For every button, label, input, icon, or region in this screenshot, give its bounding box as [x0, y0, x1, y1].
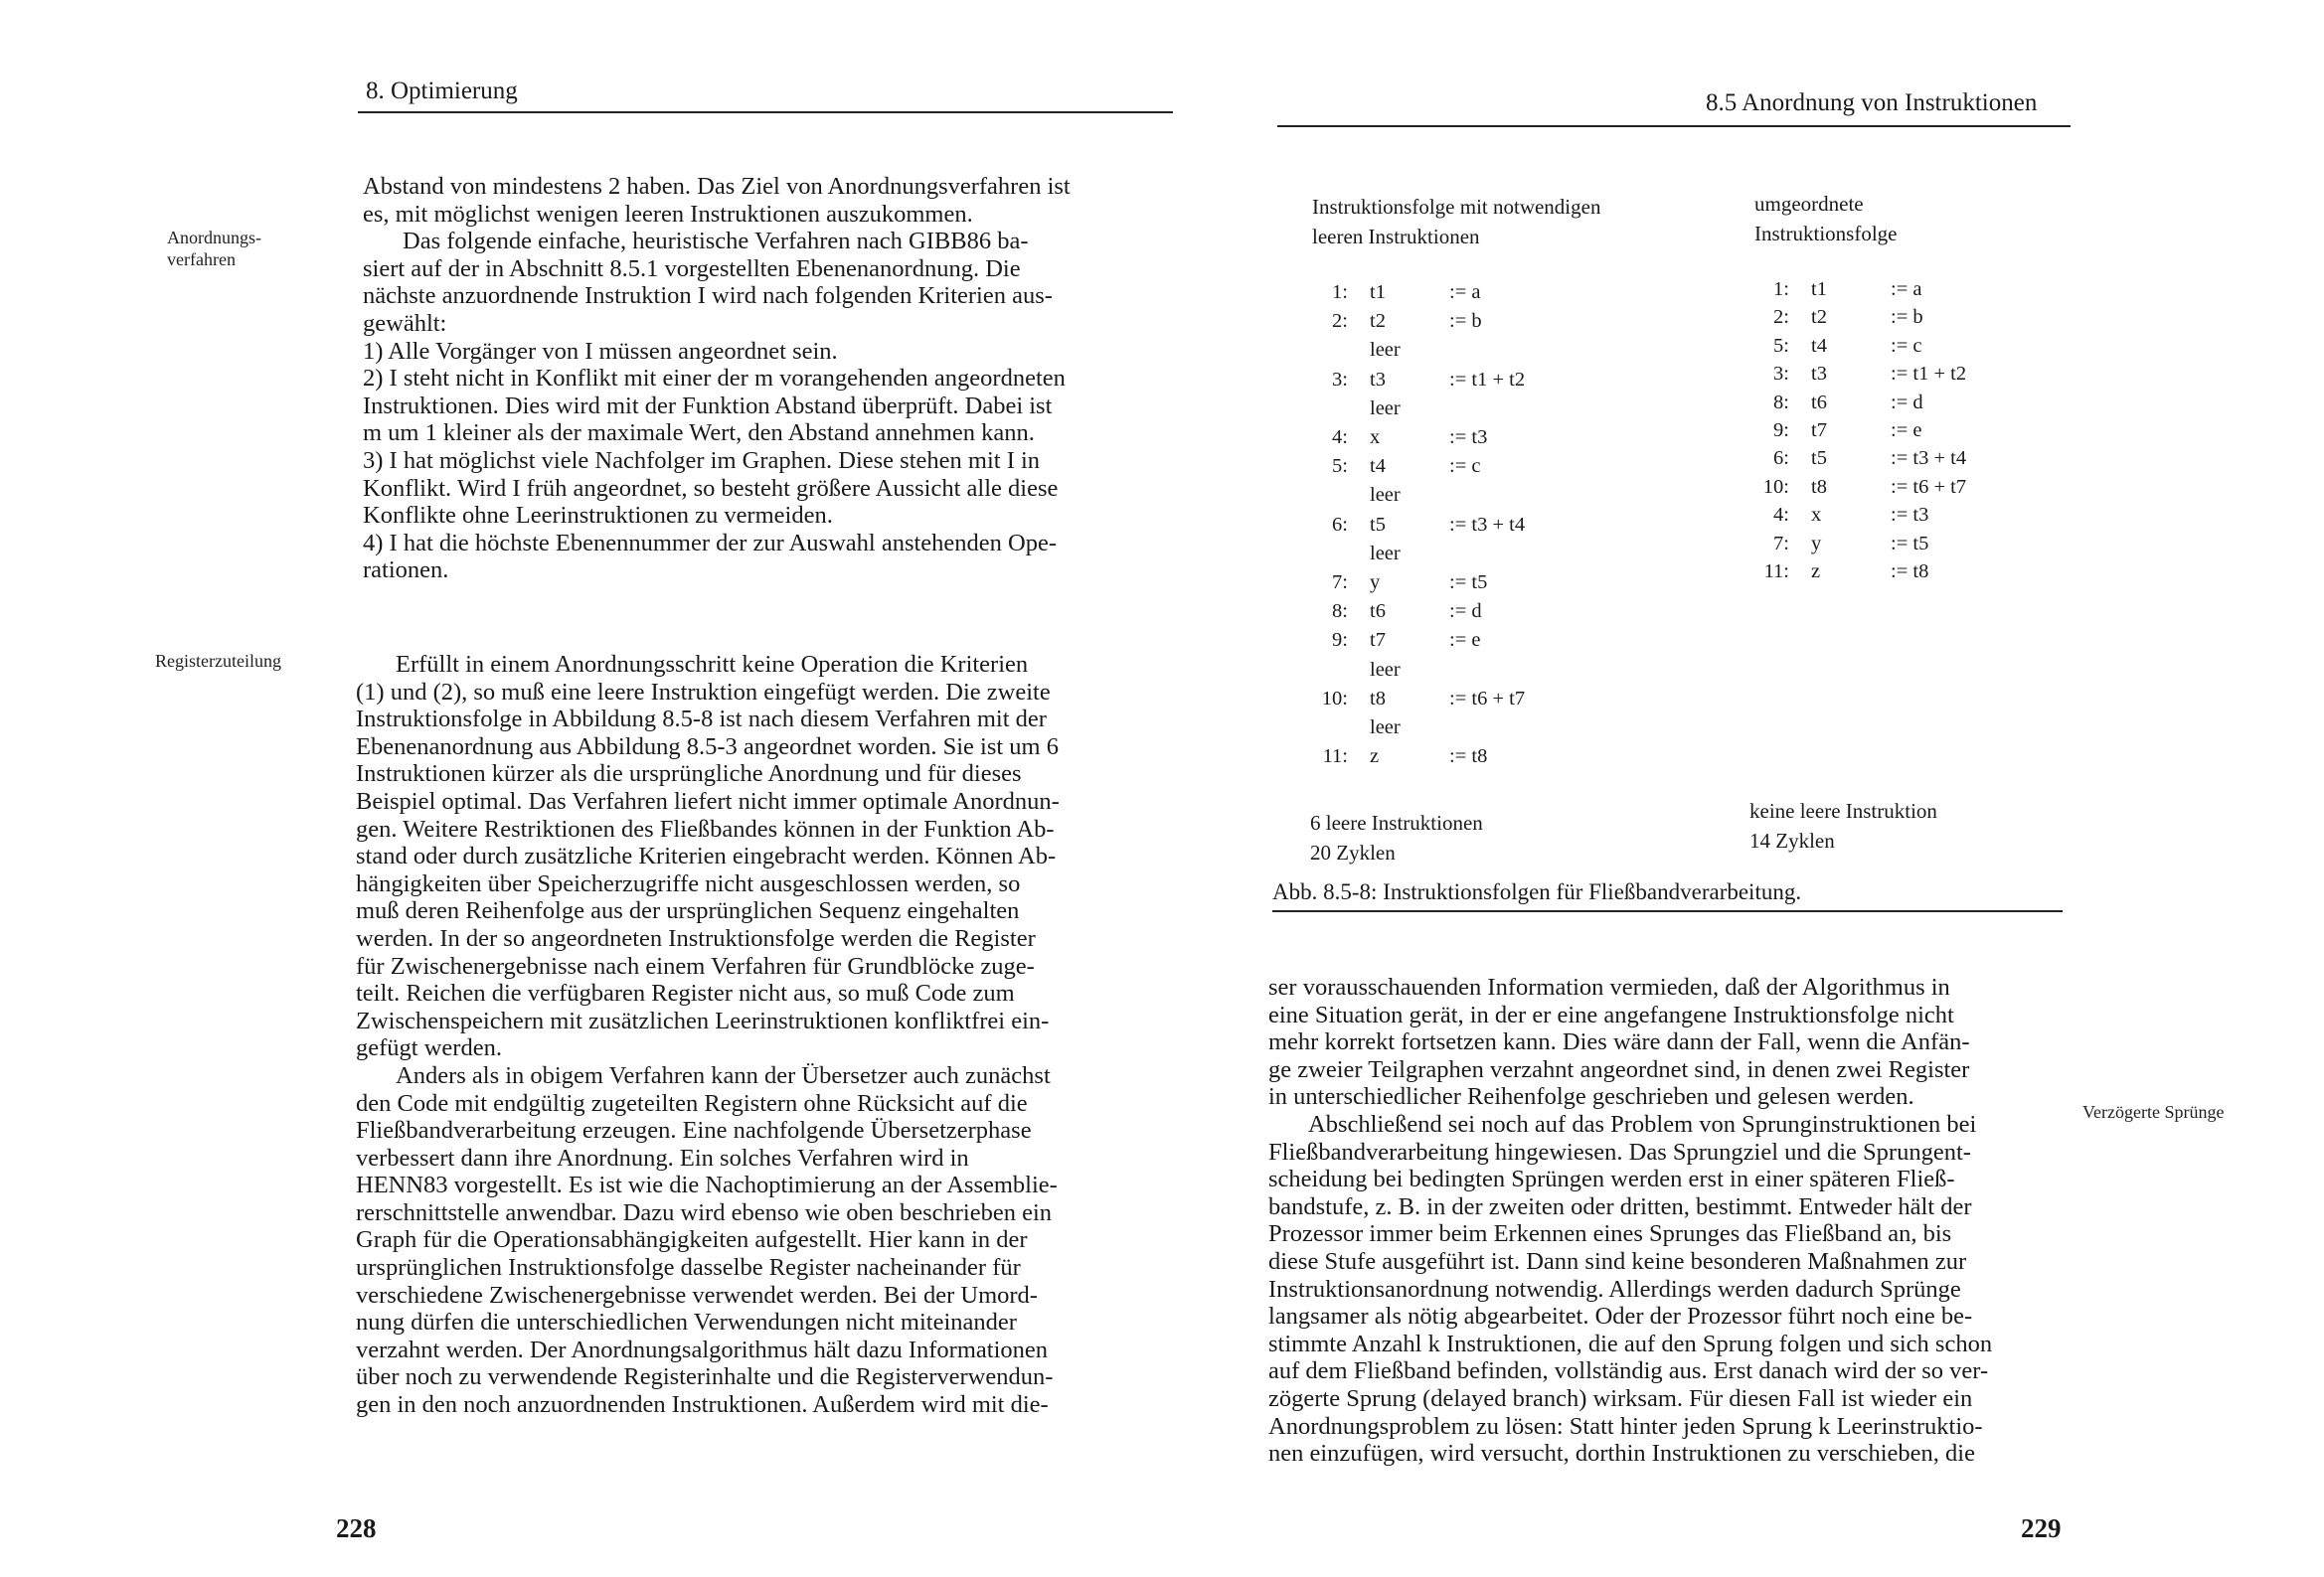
text-line: m um 1 kleiner als der maximale Wert, den Abstand annehmen kann. [363, 419, 1035, 447]
instruction-target: t4 [1811, 334, 1827, 357]
text-line: Instruktionen kürzer als die ursprüngliche Anordnung und für dieses [356, 760, 1022, 788]
table-left-footer [1310, 808, 1483, 867]
instruction-index: 6: [1773, 447, 1789, 470]
instruction-target: t8 [1370, 687, 1386, 710]
instruction-expr: := a [1449, 281, 1481, 303]
text-line: scheidung bei bedingten Sprüngen werden erst in einer späteren Fließ- [1268, 1166, 1955, 1193]
instruction-target: leer [1370, 339, 1401, 362]
text-line: eine Situation gerät, in der er eine angefangene Instruktionsfolge nicht [1268, 1001, 1954, 1028]
instruction-index: 6: [1332, 513, 1348, 536]
instruction-target: leer [1370, 396, 1401, 419]
table-right-heading-line: Instruktionsfolge [1754, 222, 1898, 245]
table-right-heading-line: umgeordnete [1754, 192, 1864, 216]
text-line: stimmte Anzahl k Instruktionen, die auf den Sprung folgen und sich schon [1268, 1330, 1993, 1357]
instruction-target: y [1811, 532, 1822, 554]
caption-rule [1272, 910, 2063, 912]
running-head-right: 8.5 Anordnung von Instruktionen [1706, 89, 2038, 116]
margin-note-verzoegerte-spruenge: Verzögerte Sprünge [2082, 1102, 2225, 1122]
text-line: verbessert dann ihre Anordnung. Ein solches Verfahren wird in [356, 1144, 969, 1172]
header-rule-right [1277, 125, 2071, 127]
instruction-index: 9: [1773, 419, 1789, 441]
instruction-index: 4: [1773, 504, 1789, 527]
instruction-index: 8: [1773, 391, 1789, 413]
text-line: Prozessor immer beim Erkennen eines Sprunges das Fließband an, bis [1268, 1220, 1952, 1248]
instruction-index: 7: [1332, 571, 1348, 593]
margin-note-line: verfahren [167, 249, 236, 269]
instruction-target: t5 [1370, 513, 1386, 536]
text-line: nen einzufügen, wird versucht, dorthin Instruktionen zu verschieben, die [1268, 1440, 1975, 1468]
instruction-index: 10: [1762, 475, 1789, 498]
instruction-target: leer [1370, 542, 1401, 564]
instruction-target: t1 [1370, 281, 1386, 303]
text-line: 4) I hat die höchste Ebenennummer der zur Auswahl anstehenden Ope- [363, 529, 1058, 556]
text-line: gefügt werden. [356, 1034, 502, 1062]
instruction-expr: := t1 + t2 [1449, 368, 1526, 391]
text-line: teilt. Reichen die verfügbaren Register nicht aus, so muß Code zum [356, 980, 1015, 1008]
instruction-expr: := e [1449, 629, 1481, 652]
text-line: nächste anzuordnende Instruktion I wird nach folgenden Kriterien aus- [363, 282, 1053, 310]
instruction-index: 5: [1332, 455, 1348, 478]
instruction-target: z [1370, 745, 1380, 768]
text-line: ser vorausschauenden Information vermieden, daß der Algorithmus in [1268, 974, 1950, 1001]
text-line: verschiedene Zwischenergebnisse verwendet werden. Bei der Umord- [356, 1281, 1038, 1309]
header-rule-left [358, 111, 1173, 113]
instruction-expr: := t6 + t7 [1449, 687, 1526, 710]
text-line: verzahnt werden. Der Anordnungsalgorithmus hält dazu Informationen [356, 1336, 1049, 1363]
instruction-expr: := t3 [1449, 426, 1488, 448]
instruction-index: 8: [1332, 600, 1348, 623]
text-line: rationen. [363, 556, 449, 584]
instruction-index: 2: [1332, 310, 1348, 333]
text-line: es, mit möglichst wenigen leeren Instruktionen auszukommen. [363, 200, 973, 228]
text-line: Erfüllt in einem Anordnungsschritt keine Operation die Kriterien [396, 651, 1029, 678]
text-line: über noch zu verwendende Registerinhalte und die Registerverwendun- [356, 1363, 1054, 1391]
page-number-left: 228 [336, 1513, 377, 1543]
instruction-target: t1 [1811, 278, 1827, 300]
text-line: Instruktionsfolge in Abbildung 8.5-8 ist nach diesem Verfahren mit der [356, 706, 1047, 733]
text-line: Abstand von mindestens 2 haben. Das Ziel von Anordnungsverfahren ist [363, 173, 1071, 200]
instruction-target: x [1811, 504, 1822, 527]
text-line: Instruktionsanordnung notwendig. Allerdings werden dadurch Sprünge [1268, 1275, 1961, 1303]
instruction-target: leer [1370, 716, 1401, 738]
text-line: werden. In der so angeordneten Instruktionsfolge werden die Register [356, 924, 1036, 952]
text-line: Instruktionen. Dies wird mit der Funktion Abstand überprüft. Dabei ist [363, 392, 1053, 419]
text-line: zögerte Sprung (delayed branch) wirksam. Für diesen Fall ist wieder ein [1268, 1384, 1973, 1412]
text-line: Fließbandverarbeitung hingewiesen. Das Sprungziel und die Sprungent- [1268, 1138, 1971, 1166]
instruction-expr: := t5 [1449, 571, 1488, 593]
table-left-footer-line: 6 leere Instruktionen [1310, 811, 1483, 835]
text-line: mehr korrekt fortsetzen kann. Dies wäre dann der Fall, wenn die Anfän- [1268, 1028, 1970, 1056]
instruction-expr: := t8 [1449, 745, 1488, 768]
instruction-target: t4 [1370, 455, 1386, 478]
table-right-footer-line: 14 Zyklen [1749, 829, 1835, 853]
text-line: 3) I hat möglichst viele Nachfolger im Graphen. Diese stehen mit I in [363, 446, 1041, 474]
instruction-target: t6 [1811, 391, 1827, 413]
running-head-left: 8. Optimierung [366, 78, 518, 104]
text-line: rerschnittstelle anwendbar. Dazu wird ebenso wie oben beschrieben ein [356, 1198, 1053, 1226]
text-line: siert auf der in Abschnitt 8.5.1 vorgestellten Ebenenanordnung. Die [363, 254, 1021, 282]
table-left-heading-line: leeren Instruktionen [1312, 225, 1480, 248]
text-line: Graph für die Operationsabhängigkeiten aufgestellt. Hier kann in der [356, 1226, 1028, 1254]
text-line: Beispiel optimal. Das Verfahren liefert nicht immer optimale Anordnun- [356, 787, 1060, 815]
page-number-right: 229 [2021, 1513, 2062, 1543]
instruction-target: t7 [1370, 629, 1386, 652]
text-line: 1) Alle Vorgänger von I müssen angeordnet sein. [363, 337, 838, 365]
instruction-index: 4: [1332, 426, 1348, 448]
instruction-expr: := c [1891, 334, 1922, 357]
table-left-instructions [1310, 281, 1608, 778]
figure-caption: Abb. 8.5-8: Instruktionsfolgen für Fließbandverarbeitung. [1272, 879, 1802, 904]
instruction-expr: := t6 + t7 [1891, 475, 1967, 498]
instruction-target: t5 [1811, 447, 1827, 470]
left-text-block-2 [356, 651, 1166, 1419]
text-line: Anders als in obigem Verfahren kann der Übersetzer auch zunächst [396, 1061, 1051, 1089]
left-text-block-1 [363, 173, 1173, 584]
text-line: Konflikt. Wird I früh angeordnet, so besteht größere Aussicht alle diese [363, 474, 1059, 502]
text-line: Ebenenanordnung aus Abbildung 8.5-3 angeordnet worden. Sie ist um 6 [356, 732, 1059, 760]
instruction-expr: := b [1891, 306, 1923, 329]
margin-note-anordnungsverfahren [167, 227, 316, 270]
text-line: gewählt: [363, 309, 447, 337]
instruction-expr: := d [1891, 391, 1923, 413]
text-line: gen in den noch anzuordnenden Instruktionen. Außerdem wird mit die- [356, 1391, 1049, 1419]
instruction-target: leer [1370, 484, 1401, 507]
instruction-target: t6 [1370, 600, 1386, 623]
table-right-footer-line: keine leere Instruktion [1749, 799, 1937, 823]
text-line: Abschließend sei noch auf das Problem von Sprunginstruktionen bei [1308, 1110, 1977, 1138]
instruction-expr: := t8 [1891, 560, 1929, 582]
table-left-footer-line: 20 Zyklen [1310, 841, 1396, 865]
instruction-expr: := c [1449, 455, 1481, 478]
table-left-heading [1312, 192, 1600, 251]
margin-note-registerzuteilung [155, 650, 281, 672]
table-right-footer [1749, 796, 1937, 856]
margin-note-registerzuteilung-text: Registerzuteilung [155, 651, 281, 671]
instruction-target: y [1370, 571, 1381, 593]
instruction-expr: := a [1891, 278, 1922, 300]
instruction-expr: := d [1449, 600, 1482, 623]
instruction-target: x [1370, 426, 1381, 448]
table-left-heading-line: Instruktionsfolge mit notwendigen [1312, 195, 1601, 219]
text-line: hängigkeiten über Speicherzugriffe nicht ausgeschlossen werden, so [356, 869, 1021, 897]
text-line: Das folgende einfache, heuristische Verfahren nach GIBB86 ba- [403, 228, 1029, 255]
instruction-expr: := t3 [1891, 504, 1929, 527]
text-line: gen. Weitere Restriktionen des Fließbandes können in der Funktion Ab- [356, 815, 1055, 843]
text-line: nung dürfen die unterschiedlichen Verwendungen nicht miteinander [356, 1309, 1017, 1337]
instruction-expr: := t3 + t4 [1449, 513, 1526, 536]
instruction-index: 1: [1773, 278, 1789, 300]
instruction-target: t3 [1370, 368, 1386, 391]
instruction-target: t2 [1811, 306, 1827, 329]
instruction-expr: := t1 + t2 [1891, 363, 1967, 386]
text-line: Zwischenspeichern mit zusätzlichen Leerinstruktionen konfliktfrei ein- [356, 1007, 1050, 1034]
instruction-expr: := t3 + t4 [1891, 447, 1967, 470]
text-line: in unterschiedlicher Reihenfolge geschrieben und gelesen werden. [1268, 1083, 1914, 1111]
text-line: HENN83 vorgestellt. Es ist wie die Nachoptimierung an der Assemblie- [356, 1172, 1058, 1199]
instruction-index: 9: [1332, 629, 1348, 652]
instruction-index: 3: [1773, 363, 1789, 386]
instruction-index: 7: [1773, 532, 1789, 554]
text-line: den Code mit endgültig zugeteilten Registern ohne Rücksicht auf die [356, 1089, 1028, 1117]
table-right-instructions [1751, 278, 2050, 596]
instruction-target: t7 [1811, 419, 1827, 441]
right-text-block [1268, 974, 2059, 1468]
instruction-target: leer [1370, 658, 1401, 681]
text-line: diese Stufe ausgeführt ist. Dann sind keine besonderen Maßnahmen zur [1268, 1247, 1967, 1275]
instruction-target: t8 [1811, 475, 1827, 498]
text-line: langsamer als nötig abgearbeitet. Oder der Prozessor führt noch eine be- [1268, 1303, 1973, 1331]
text-line: für Zwischenergebnisse nach einem Verfahren für Grundblöcke zuge- [356, 952, 1035, 980]
instruction-index: 5: [1773, 334, 1789, 357]
instruction-index: 3: [1332, 368, 1348, 391]
text-line: stand oder durch zusätzliche Kriterien eingebracht werden. Können Ab- [356, 843, 1057, 870]
text-line: ge zweier Teilgraphen verzahnt angeordnet sind, in denen zwei Register [1268, 1055, 1970, 1083]
table-right-heading [1754, 189, 1897, 248]
instruction-index: 11: [1763, 560, 1789, 582]
margin-note-line: Anordnungs- [167, 228, 261, 247]
instruction-target: t2 [1370, 310, 1386, 333]
instruction-target: z [1811, 560, 1821, 582]
text-line: auf dem Fließband befinden, vollständig aus. Erst danach wird der so ver- [1268, 1357, 1989, 1385]
text-line: Fließbandverarbeitung erzeugen. Eine nachfolgende Übersetzerphase [356, 1117, 1032, 1145]
instruction-expr: := e [1891, 419, 1922, 441]
instruction-index: 11: [1322, 745, 1348, 768]
instruction-index: 1: [1332, 281, 1348, 303]
instruction-expr: := b [1449, 310, 1482, 333]
text-line: 2) I steht nicht in Konflikt mit einer der m vorangehenden angeordneten [363, 365, 1066, 393]
text-line: Anordnungsproblem zu lösen: Statt hinter jeden Sprung k Leerinstruktio- [1268, 1412, 1983, 1440]
instruction-expr: := t5 [1891, 532, 1929, 554]
text-line: ursprünglichen Instruktionsfolge dasselbe Register nacheinander für [356, 1254, 1021, 1282]
text-line: Konflikte ohne Leerinstruktionen zu vermeiden. [363, 502, 833, 530]
text-line: muß deren Reihenfolge aus der ursprünglichen Sequenz eingehalten [356, 897, 1020, 925]
instruction-target: t3 [1811, 363, 1827, 386]
instruction-index: 2: [1773, 306, 1789, 329]
text-line: bandstufe, z. B. in der zweiten oder dritten, bestimmt. Entweder hält der [1268, 1192, 1972, 1220]
text-line: (1) und (2), so muß eine leere Instruktion eingefügt werden. Die zweite [356, 678, 1051, 706]
instruction-index: 10: [1321, 687, 1348, 710]
